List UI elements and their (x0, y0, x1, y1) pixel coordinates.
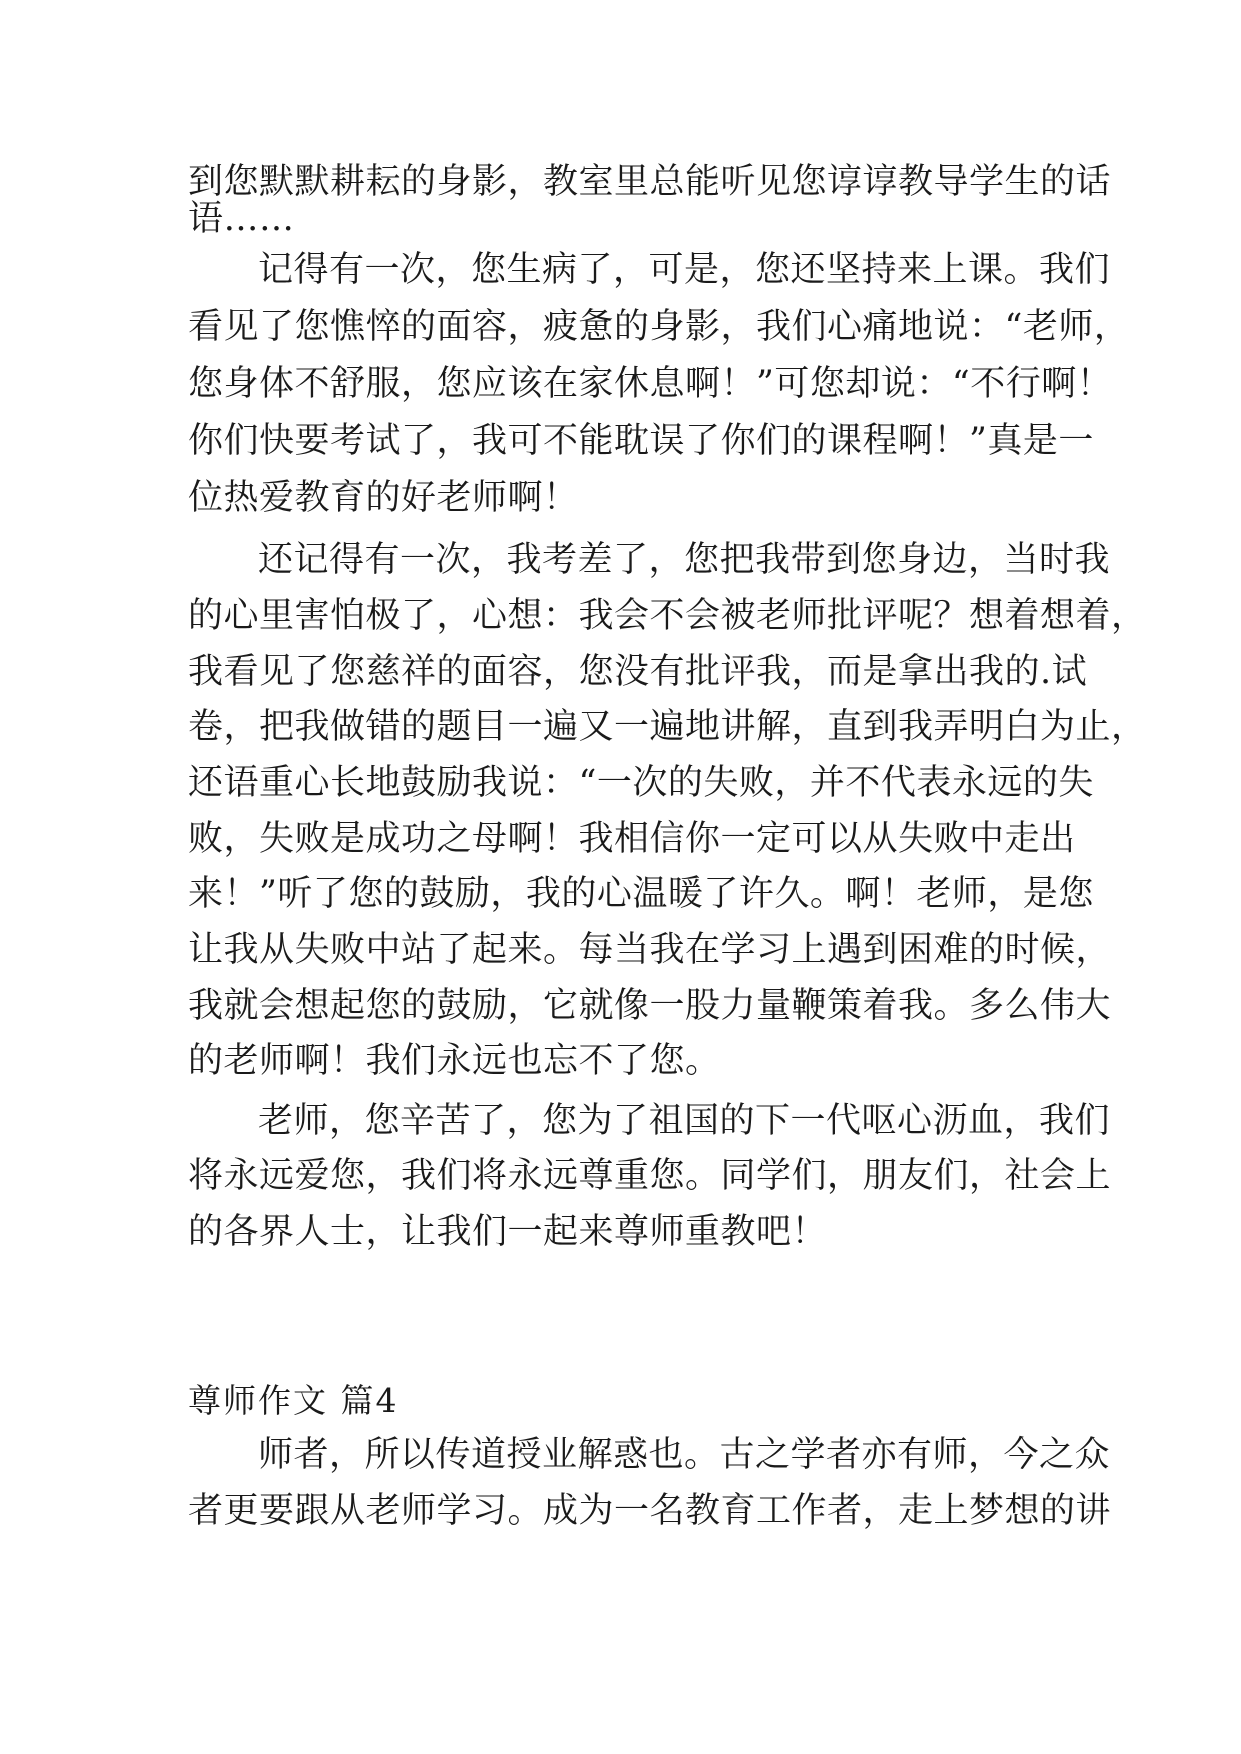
paragraph-first-line: 师者，所以传道授业解惑也。古之学者亦有师，今之众 (258, 1435, 1111, 1475)
text-line: 您身体不舒服，您应该在家休息啊！”可您却说：“不行啊！ (188, 364, 1113, 404)
paragraph-first-line: 老师，您辛苦了，您为了祖国的下一代呕心沥血，我们 (258, 1101, 1111, 1141)
text-line: 位热爱教育的好老师啊！ (188, 478, 579, 518)
text-line: 的老师啊！我们永远也忘不了您。 (188, 1041, 721, 1081)
text-line: 语…… (188, 199, 295, 239)
text-line: 来！”听了您的鼓励，我的心温暖了许久。啊！老师，是您 (188, 874, 1094, 914)
text-line: 还语重心长地鼓励我说：“一次的失败，并不代表永远的失 (188, 763, 1094, 803)
paragraph-first-line: 记得有一次，您生病了，可是，您还坚持来上课。我们 (258, 250, 1111, 290)
text-line: 败，失败是成功之母啊！我相信你一定可以从失败中走出 (188, 819, 1076, 859)
text-line: 卷，把我做错的题目一遍又一遍地讲解，直到我弄明白为止， (188, 707, 1147, 747)
text-line: 的心里害怕极了，心想：我会不会被老师批评呢？想着想着， (188, 596, 1147, 636)
text-line: 将永远爱您，我们将永远尊重您。同学们，朋友们，社会上 (188, 1156, 1112, 1196)
text-line: 的各界人士，让我们一起来尊师重教吧！ (188, 1212, 828, 1252)
text-line: 者更要跟从老师学习。成为一名教育工作者，走上梦想的讲 (188, 1491, 1112, 1531)
paragraph-first-line: 还记得有一次，我考差了，您把我带到您身边，当时我 (258, 540, 1111, 580)
text-line: 到您默默耕耘的身影，教室里总能听见您谆谆教导学生的话 (188, 162, 1112, 202)
text-line: 你们快要考试了，我可不能耽误了你们的课程啊！”真是一 (188, 421, 1094, 461)
text-line: 我就会想起您的鼓励，它就像一股力量鞭策着我。多么伟大 (188, 986, 1112, 1026)
text-line: 让我从失败中站了起来。每当我在学习上遇到困难的时候， (188, 930, 1112, 970)
text-line: 我看见了您慈祥的面容，您没有批评我，而是拿出我的.试 (188, 652, 1088, 692)
text-line: 看见了您憔悴的面容，疲惫的身影，我们心痛地说：“老师， (188, 307, 1130, 347)
section-heading: 尊师作文 篇4 (188, 1381, 399, 1420)
